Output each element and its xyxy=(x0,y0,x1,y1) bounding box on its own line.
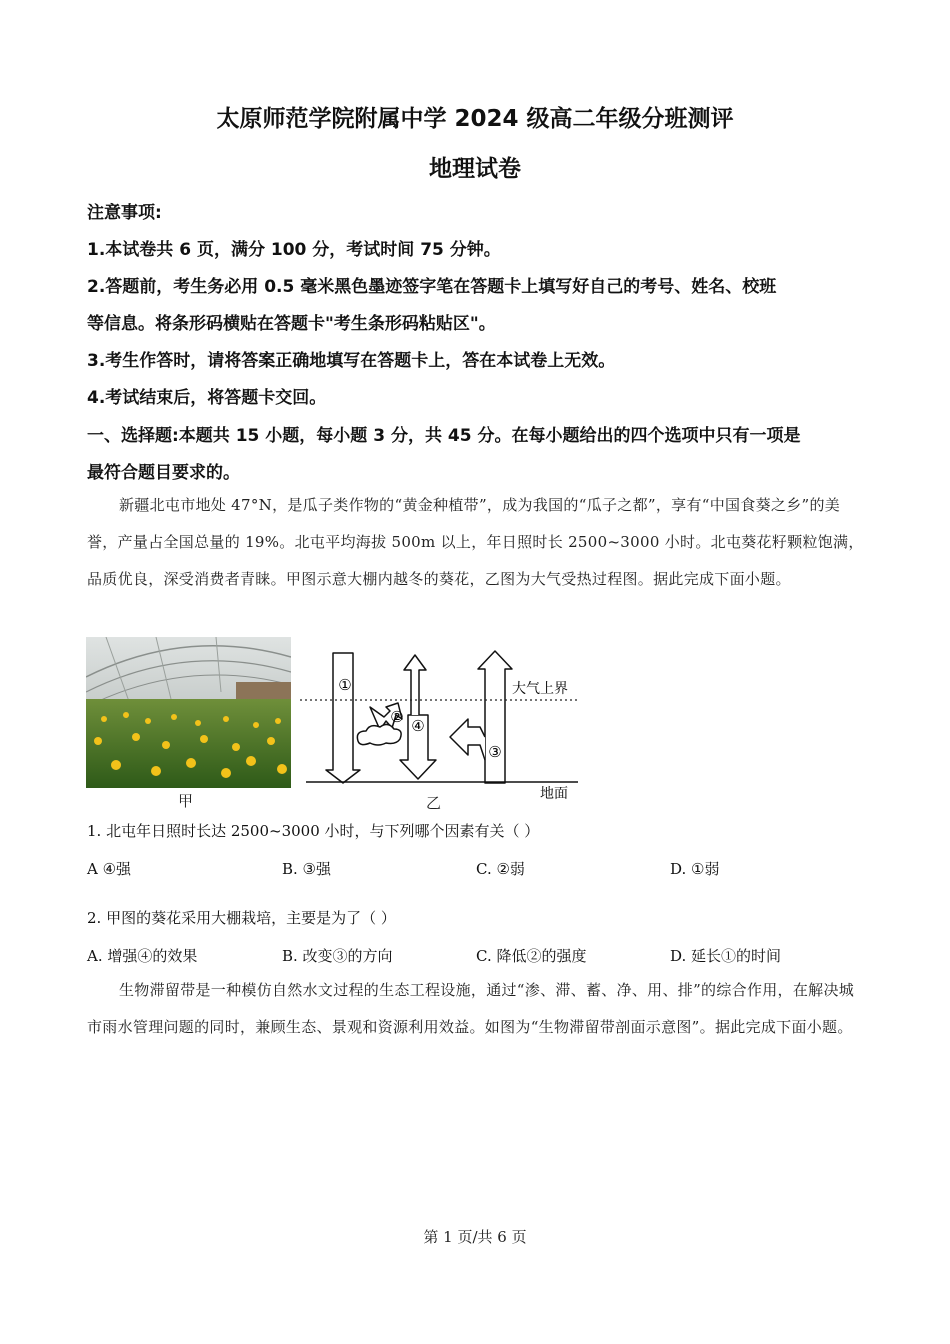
question-1-option-d[interactable]: D. ①弱 xyxy=(670,860,720,878)
arrow-3-ground-radiation xyxy=(478,651,512,783)
question-1-stem: 1. 北屯年日照时长达 2500~3000 小时，与下列哪个因素有关（ ） xyxy=(87,822,540,840)
notice-item-3: 3.考生作答时，请将答案正确地填写在答题卡上，答在本试卷上无效。 xyxy=(87,351,616,371)
page-footer: 第 1 页/共 6 页 xyxy=(423,1228,527,1246)
label-ground: 地面 xyxy=(540,786,568,802)
question-1-option-c[interactable]: C. ②弱 xyxy=(476,860,525,878)
question-2-option-a[interactable]: A. 增强④的效果 xyxy=(87,947,198,965)
question-1-option-a[interactable]: A ④强 xyxy=(87,860,132,878)
exam-subtitle: 地理试卷 xyxy=(429,156,521,182)
label-atmosphere-top: 大气上界 xyxy=(512,681,568,697)
arrow-2-atmospheric-absorption xyxy=(450,719,485,760)
cloud-shape xyxy=(357,724,401,745)
atmosphere-heating-diagram xyxy=(300,645,585,807)
arrow-ground-up-thin xyxy=(404,655,426,715)
section-heading-line-2: 最符合题目要求的。 xyxy=(87,463,240,483)
passage-2: 生物滞留带是一种模仿自然水文过程的生态工程设施，通过“渗、滞、蓄、净、用、排”的综合作用，在解决城市雨水管理问题的同时，兼顾生态、景观和资源利用效益。如图为“生物滞留带剖面示意图”。据此完成下面小题。 xyxy=(87,981,855,1036)
notice-item-2-line-2: 等信息。将条形码横贴在答题卡"考生条形码粘贴区"。 xyxy=(87,314,496,334)
figure-caption-jia: 甲 xyxy=(178,792,194,810)
notice-item-2-line-1: 2.答题前，考生务必用 0.5 毫米黑色墨迹签字笔在答题卡上填写好自己的考号、姓名、校班 xyxy=(87,277,777,297)
label-3: ③ xyxy=(488,743,502,761)
question-2-stem: 2. 甲图的葵花采用大棚栽培，主要是为了（ ） xyxy=(87,909,396,927)
passage-1: 新疆北屯市地处 47°N，是瓜子类作物的“黄金种植带”，成为我国的“瓜子之都”，享有“中国食葵之乡”的美誉，产量占全国总量的 19%。北屯平均海拔 500m 以上，年日照时长 2500~3000 小时。北屯葵花籽颗粒饱满，品质优良，深受消费者青睐。甲图示意大棚内越冬的葵花，乙图为大气受热过程图。据此完成下面小题。 xyxy=(87,496,864,588)
notice-item-1: 1.本试卷共 6 页，满分 100 分，考试时间 75 分钟。 xyxy=(87,240,501,260)
label-1: ① xyxy=(338,676,352,694)
arrow-1-incoming-radiation xyxy=(326,653,360,783)
question-2-option-d[interactable]: D. 延长①的时间 xyxy=(670,947,782,965)
label-4: ④ xyxy=(411,717,425,735)
notice-item-4: 4.考试结束后，将答题卡交回。 xyxy=(87,388,327,408)
greenhouse-sunflower-photo xyxy=(86,637,291,788)
question-1-option-b[interactable]: B. ③强 xyxy=(282,860,332,878)
figure-caption-yi: 乙 xyxy=(426,794,442,812)
greenhouse-photo-drawing xyxy=(86,637,291,788)
label-2: ② xyxy=(390,708,404,726)
section-heading-line-1: 一、选择题:本题共 15 小题，每小题 3 分，共 45 分。在每小题给出的四个选项中只有一项是 xyxy=(87,426,801,446)
exam-title: 太原师范学院附属中学 2024 级高二年级分班测评 xyxy=(216,106,734,132)
notice-heading: 注意事项: xyxy=(87,203,162,223)
question-2-option-b[interactable]: B. 改变③的方向 xyxy=(282,947,393,965)
question-2-option-c[interactable]: C. 降低②的强度 xyxy=(476,947,587,965)
